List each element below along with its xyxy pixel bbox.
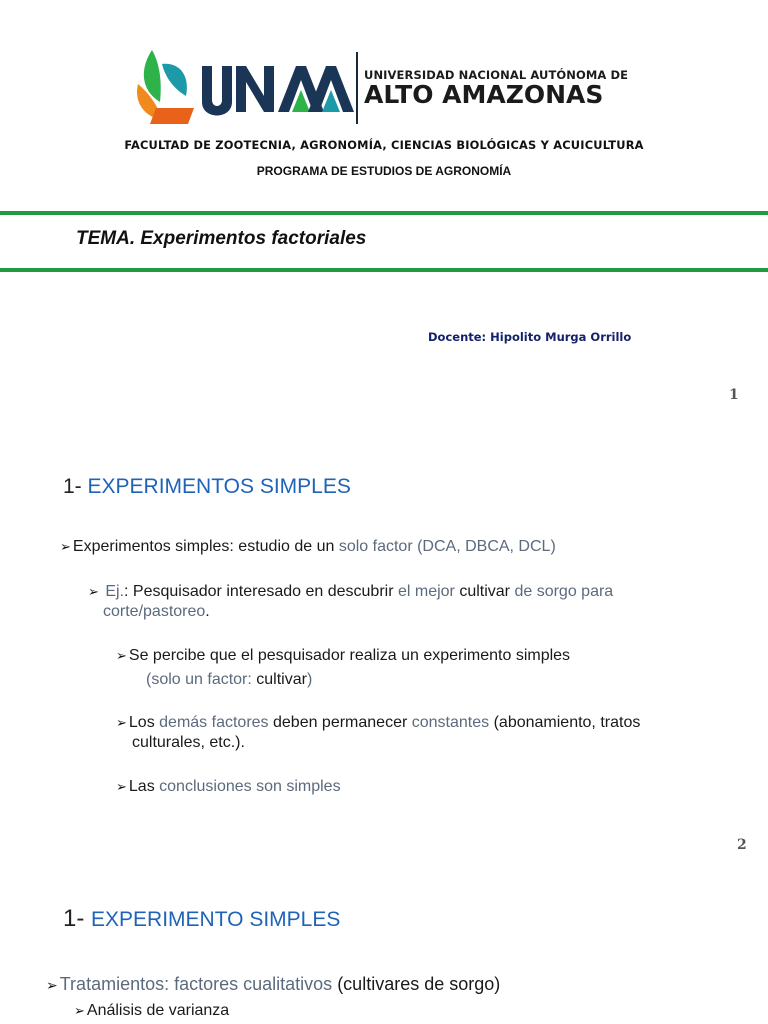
topic-title: TEMA. Experimentos factoriales — [76, 228, 367, 249]
slide2-heading — [63, 475, 351, 499]
logo-divider — [356, 52, 358, 124]
bullet-arrow-icon: ➢ — [116, 780, 127, 795]
bottom-green-rule — [0, 268, 768, 272]
university-name-line2: ALTO AMAZONAS — [364, 80, 604, 109]
page-number-2: 2 — [737, 837, 747, 853]
slide2-bullet-5: ➢ Las conclusiones son simples — [116, 778, 341, 795]
slide2-heading-number: 1- — [63, 475, 88, 498]
slide2-bullet-3: ➢ Se percibe que el pesquisador realiza un experimento simples (solo un factor: cultivar) — [116, 647, 571, 688]
slide3-heading-number: 1- — [63, 905, 92, 932]
unaaa-logo-icon — [132, 50, 354, 128]
university-logo — [132, 50, 632, 128]
slide2-bullet-1: ➢ Experimentos simples: estudio de un solo factor (DCA, DBCA, DCL) — [60, 538, 556, 555]
bullet-arrow-icon: ➢ — [116, 716, 127, 731]
program-name: PROGRAMA DE ESTUDIOS DE AGRONOMÍA — [256, 164, 512, 178]
top-green-rule — [0, 211, 768, 215]
slide2-bullet-4: ➢ Los demás factores deben permanecer constantes (abonamiento, tratos culturales, etc.). — [116, 714, 641, 751]
bullet-arrow-icon: ➢ — [60, 540, 71, 555]
bullet-arrow-icon: ➢ — [88, 585, 99, 600]
slide3-heading-text: EXPERIMENTO SIMPLES — [91, 908, 341, 931]
teacher-name: Docente: Hipolito Murga Orrillo — [428, 330, 632, 344]
page-number-1: 1 — [729, 387, 739, 403]
bullet-arrow-icon: ➢ — [116, 649, 127, 664]
slide2-heading-text: EXPERIMENTOS SIMPLES — [87, 475, 351, 498]
bullet-arrow-icon: ➢ — [74, 1004, 85, 1019]
slide3-heading — [63, 905, 340, 933]
slide3-bullet-2: ➢ Análisis de varianza — [74, 1002, 230, 1019]
slide2-bullet-2: ➢ Ej.: Pesquisador interesado en descubrir el mejor cultivar de sorgo para corte/pastoreo. — [88, 583, 614, 620]
slide3-bullet-1: ➢ Tratamientos: factores cualitativos (cultivares de sorgo) — [46, 974, 501, 994]
faculty-name: FACULTAD DE ZOOTECNIA, AGRONOMÍA, CIENCIAS BIOLÓGICAS Y ACUICULTURA — [124, 138, 644, 152]
bullet-arrow-icon: ➢ — [46, 978, 58, 994]
university-name-line1: UNIVERSIDAD NACIONAL AUTÓNOMA DE — [364, 68, 629, 82]
